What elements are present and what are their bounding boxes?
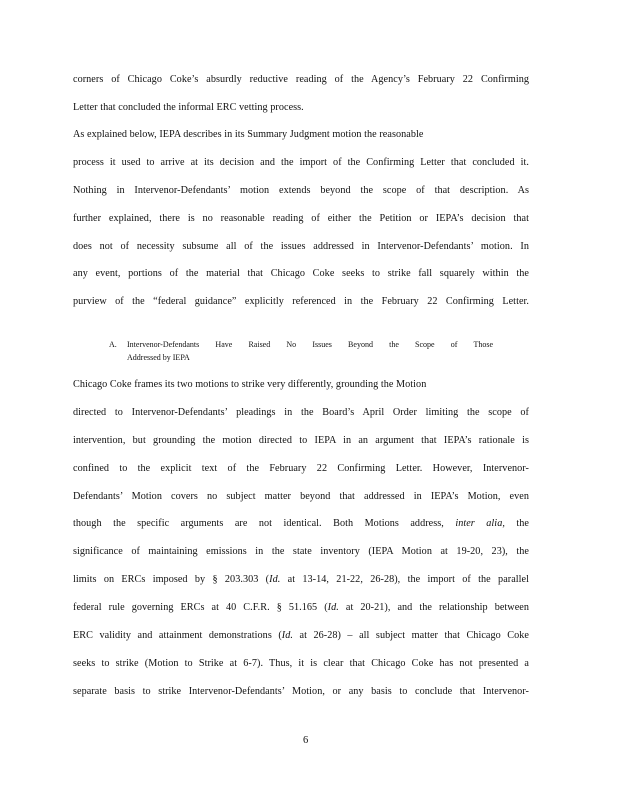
inter-alia-italic: inter alia,	[455, 518, 505, 529]
id-citation-italic: Id.	[327, 602, 339, 613]
paragraph-2-line-5: does not of necessity subsume all of the issues addressed in Intervenor-Defendants’ motion. In	[73, 241, 529, 252]
paragraph-2-line-3: Nothing in Intervenor-Defendants’ motion extends beyond the scope of that description. As	[73, 185, 529, 196]
paragraph-3-line-11: seeks to strike (Motion to Strike at 6-7). Thus, it is clear that Chicago Coke has not presented a	[73, 658, 529, 669]
paragraph-2-line-4: further explained, there is no reasonable reading of either the Petition or IEPA’s decision that	[73, 213, 529, 224]
paragraph-3-line-8-text: limits on ERCs imposed by § 203.303 (	[73, 574, 270, 585]
paragraph-2-line-2: process it used to arrive at its decision and the import of the Confirming Letter that concluded it.	[73, 157, 529, 168]
paragraph-3-line-6-text-end: the	[504, 518, 529, 529]
paragraph-3-line-10	[73, 630, 529, 642]
paragraph-3-line-10-text: ERC validity and attainment demonstrations (	[73, 630, 282, 641]
paragraph-1-line-1: corners of Chicago Coke’s absurdly reductive reading of the Agency’s February 22 Confirming	[73, 74, 529, 85]
paragraph-3-line-4: confined to the explicit text of the February 22 Confirming Letter. However, Intervenor-	[73, 463, 529, 474]
id-citation-italic: Id.	[269, 574, 281, 585]
paragraph-3-line-5: Defendants’ Motion covers no subject matter beyond that addressed in IEPA’s Motion, even	[73, 491, 529, 502]
paragraph-3-line-8	[73, 574, 529, 586]
paragraph-3-line-7: significance of maintaining emissions in the state inventory (IEPA Motion at 19-20, 23), the	[73, 546, 529, 557]
page-number: 6	[303, 735, 309, 746]
paragraph-3-line-3: intervention, but grounding the motion directed to IEPA in an argument that IEPA’s rationale is	[73, 435, 529, 446]
section-heading-line-2: Addressed by IEPA	[127, 353, 190, 362]
paragraph-2-line-7: purview of the “federal guidance” explicitly referenced in the February 22 Confirming Letter.	[73, 296, 529, 307]
paragraph-1-line-2: Letter that concluded the informal ERC vetting process.	[73, 102, 304, 113]
paragraph-3-line-2: directed to Intervenor-Defendants’ pleadings in the Board’s April Order limiting the scope of	[73, 407, 529, 418]
paragraph-2-line-1: As explained below, IEPA describes in its Summary Judgment motion the reasonable	[73, 129, 424, 140]
paragraph-3-line-12: separate basis to strike Intervenor-Defendants’ Motion, or any basis to conclude that Intervenor-	[73, 686, 529, 697]
paragraph-3-line-9	[73, 602, 529, 614]
section-heading-label: A.	[109, 340, 117, 349]
paragraph-3-line-10-text-end: at 26-28) – all subject matter that Chicago Coke	[292, 630, 529, 641]
paragraph-2-line-6: any event, portions of the material that Chicago Coke seeks to strike fall squarely within the	[73, 268, 529, 279]
paragraph-3-line-1: Chicago Coke frames its two motions to strike very differently, grounding the Motion	[73, 379, 427, 390]
paragraph-3-line-9-text: federal rule governing ERCs at 40 C.F.R. § 51.165 (	[73, 602, 328, 613]
id-citation-italic: Id.	[281, 630, 293, 641]
paragraph-3-line-6-text: though the specific arguments are not identical. Both Motions address,	[73, 518, 456, 529]
paragraph-3-line-9-text-end: at 20-21), and the relationship between	[338, 602, 529, 613]
section-heading-line-1: Intervenor-Defendants Have Raised No Issues Beyond the Scope of Those	[127, 340, 493, 349]
paragraph-3-line-8-text-end: at 13-14, 21-22, 26-28), the import of the parallel	[280, 574, 529, 585]
paragraph-3-line-6	[73, 518, 529, 530]
